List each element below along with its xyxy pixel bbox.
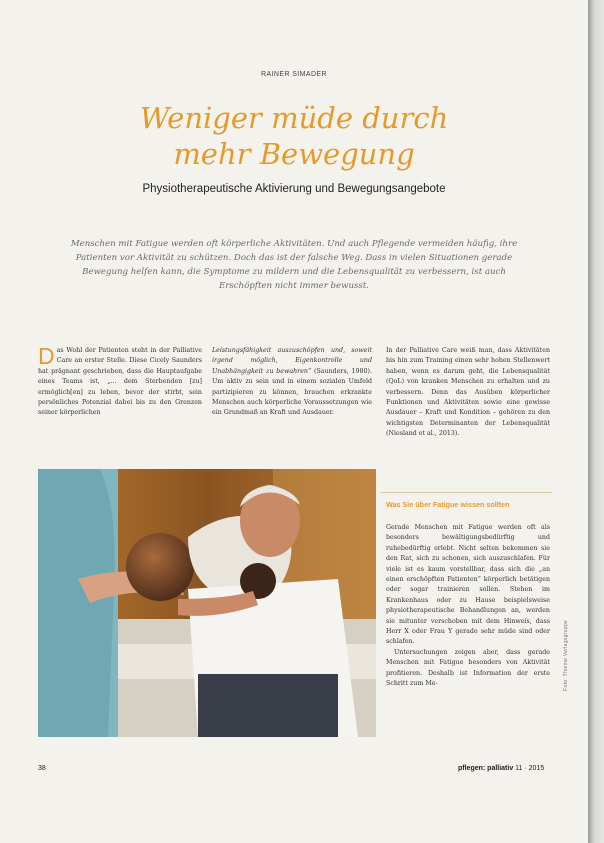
lead-paragraph: Menschen mit Fatigue werden oft körperliche Aktivitäten. Und auch Pflegende vermeiden häufig, ihre Patienten vor Aktivität zu schützen. Doch das ist der falsche Weg. Dass in vielen Situationen gerade Bewegung helfen kann, die Symptome zu mildern und die Lebensqualität zu verbessern, ist auch Erschöpften nicht immer bewusst.: [70, 239, 518, 291]
title-line-1: Weniger müde durch: [139, 101, 449, 135]
page-number: 38: [38, 765, 46, 772]
body-column-1: [38, 343, 202, 419]
col2-quote: Leistungsfähigkeit auszuschöpfen und, soweit irgend möglich, Eigenkontrolle und Unabhängigkeit zu bewahren“: [212, 347, 372, 375]
journal-issue: 11 · 2015: [513, 765, 545, 772]
photo-credit: Foto: Thieme Verlagsgruppe: [563, 620, 569, 691]
body-column-3: In der Palliative Care weiß man, dass Aktivitäten bis hin zum Training einen sehr hohen Stellenwert haben, wenn es darum geht, die Lebensqualität (QoL) von kranken Menschen zu erhalten und zu verbessern. Denn das Ausüben körperlicher Funktionen und Aktivitäten sowie eine gewisse Ausdauer – Kraft und Kondition – gehören zu den wichtigsten Determinanten der Lebensqualität (Niesland et al., 2013).: [386, 347, 550, 438]
body-column-2: [212, 346, 372, 419]
article-title: [0, 100, 588, 172]
sidebar-rule: [380, 492, 552, 493]
sidebar-heading: Was Sie über Fatigue wissen sollten: [386, 500, 510, 509]
col1-text: as Wohl der Patienten steht in der Palliative Care an erster Stelle. Diese Cicely Saunders hat prägnant geschrieben, dass die Hauptaufgabe eines Teams ist, „... dem Sterbenden [zu] ermöglich[en] zu leben, bevor der stirbt, sein persönliches Potenzial dabei bis zu den Grenzen seiner körperlichen: [38, 347, 202, 417]
author-line: RAINER SIMADER: [261, 71, 327, 78]
sidebar-text: [386, 523, 550, 690]
photo-illustration: [38, 469, 376, 737]
article-photo: [38, 469, 376, 737]
col2-text: (Saunders, 1980). Um aktiv zu sein und in einem sozialen Umfeld partizipieren zu können, brauchen erkrankte Menschen auch körperliche Voraussetzungen wie ein Grundmaß an Kraft und Ausdauer.: [212, 367, 372, 417]
journal-footer: [458, 765, 544, 772]
article-subtitle: Physiotherapeutische Aktivierung und Bewegungsangebote: [142, 183, 446, 195]
sidebar-paragraph-1: Gerade Menschen mit Fatigue werden oft als besonders bewältigungsbedürftig und ruhebedürftig erlebt. Nicht selten bekommen sie den Rat, sich zu schonen, sich auszuschlafen. Für viele ist es kaum vorstellbar, dass sich die „an einen erschöpften Patienten“ körperlich betätigen oder sogar trainieren sollen. Stehen im Krankenhaus oder zu Hause beispielsweise physiotherapeutische Behandlungen an, werden sie mitunter verschoben mit dem Hinweis, dass Herr X oder Frau Y gerade sehr müde sind oder schlafen.: [386, 524, 550, 646]
drop-cap: D: [38, 343, 55, 369]
title-line-2: mehr Bewegung: [173, 137, 415, 171]
sidebar-paragraph-2: Untersuchungen zeigen aber, dass gerade Menschen mit Fatigue besonders von Aktivität profitieren. Deshalb ist Information der erste Schritt zum Me-: [386, 648, 550, 688]
journal-name: pflegen: palliativ: [458, 765, 514, 772]
page-edge-shadow: [588, 0, 604, 843]
